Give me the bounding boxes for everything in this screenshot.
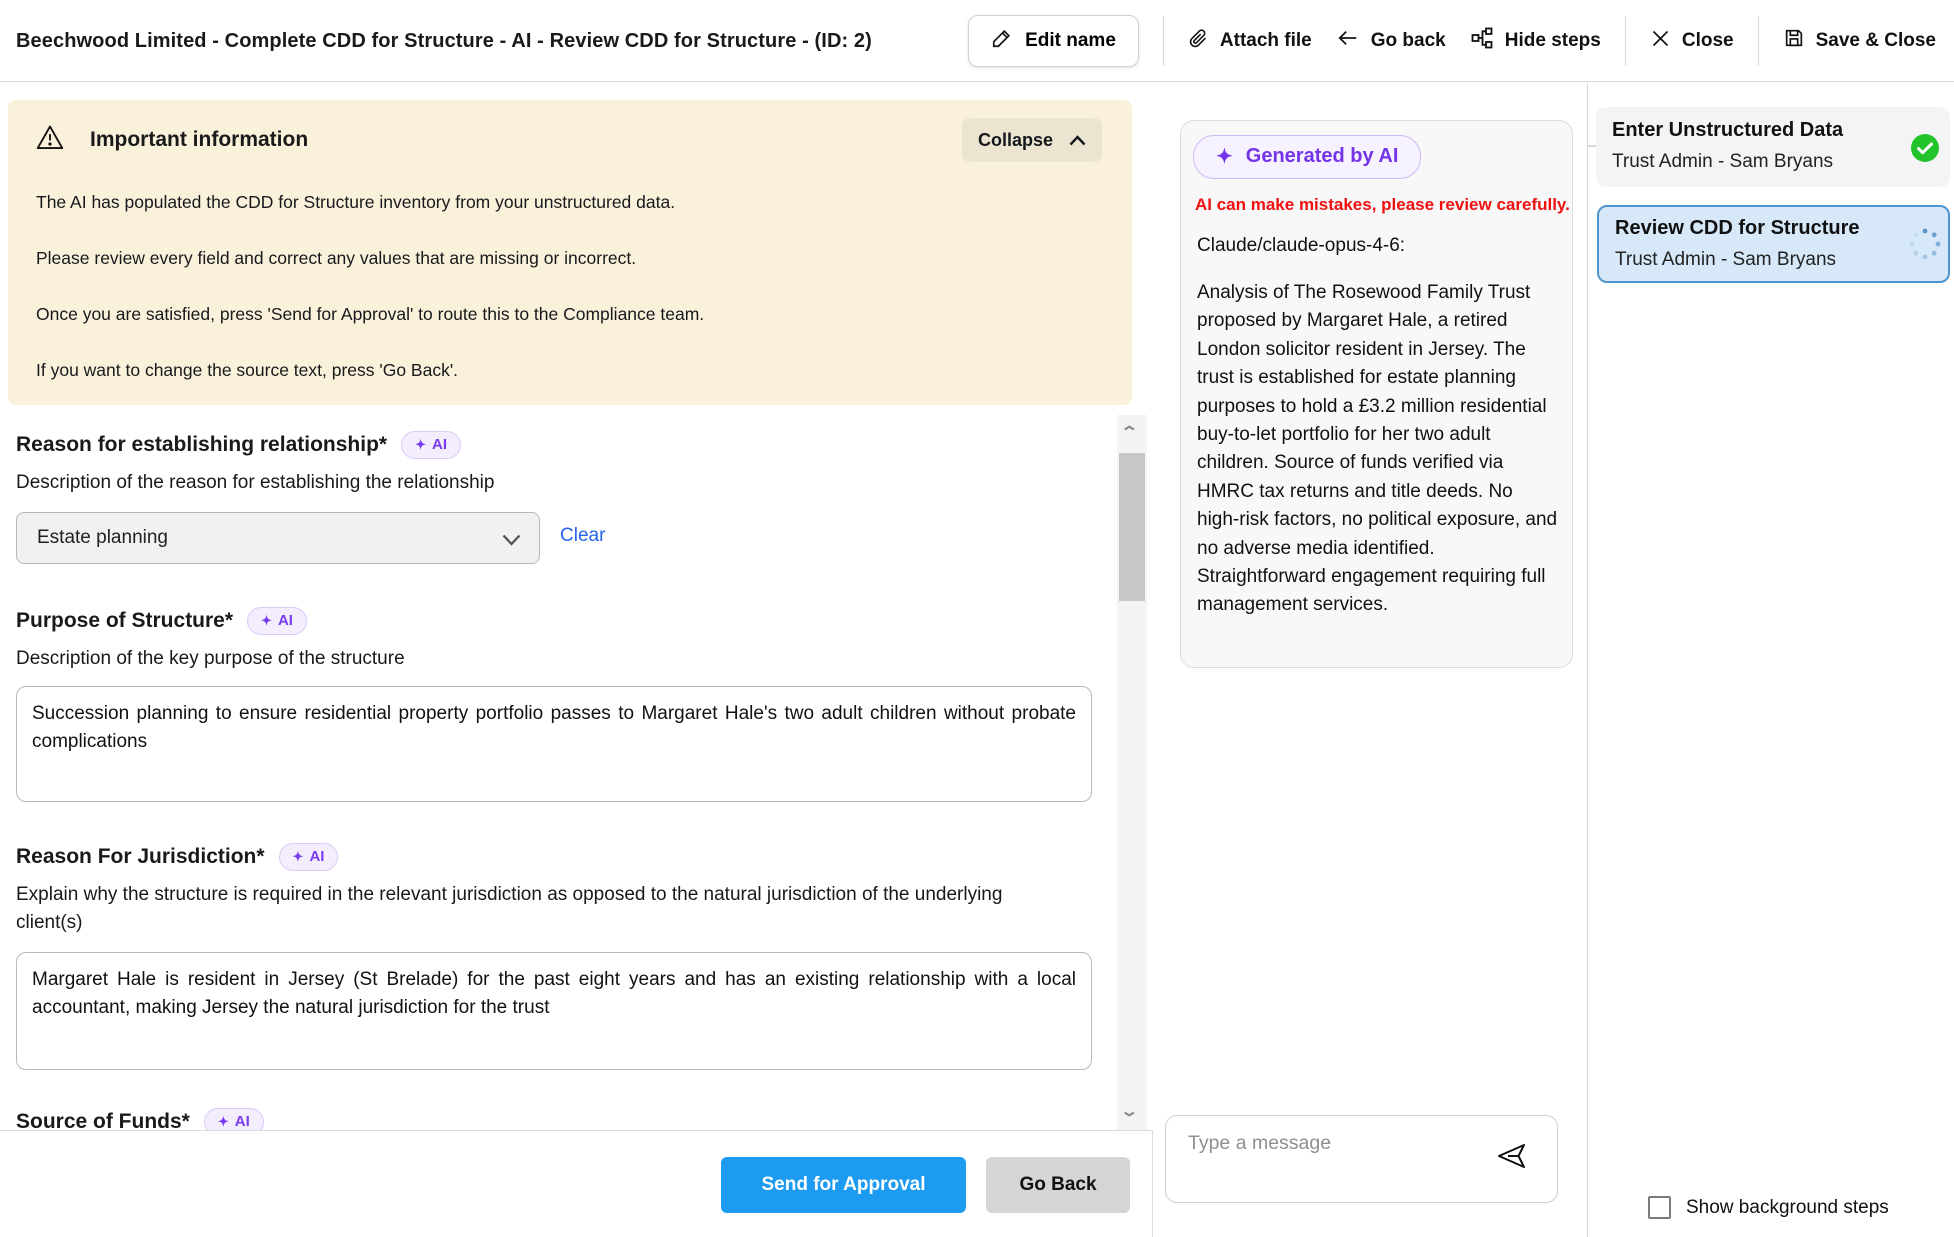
scroll-up-icon[interactable]: ⌃: [1119, 424, 1139, 441]
check-circle-icon: [1910, 133, 1940, 163]
go-back-form-button[interactable]: Go Back: [986, 1157, 1130, 1213]
form-scrollbar[interactable]: [1117, 415, 1147, 1130]
hide-steps-button[interactable]: Hide steps: [1470, 26, 1601, 56]
sparkle-icon: ✦: [415, 436, 426, 452]
step-enter-unstructured-data[interactable]: [1596, 107, 1950, 187]
reason-for-relationship-select[interactable]: Estate planning: [16, 512, 540, 564]
banner-text-line: Once you are satisfied, press 'Send for Approval' to route this to the Compliance team.: [36, 304, 705, 324]
field-description: Explain why the structure is required in the relevant jurisdiction as opposed to the natural jurisdiction of the underlying client(s): [16, 884, 1003, 933]
ai-badge: ✦ AI: [247, 607, 307, 635]
banner-title: Important information: [90, 127, 309, 151]
top-bar: [0, 0, 1954, 82]
field-label-purpose-of-structure: Purpose of Structure* ✦ AI: [16, 607, 307, 635]
step-assignee: Trust Admin - Sam Bryans: [1615, 249, 1837, 270]
scroll-down-icon[interactable]: ⌄: [1119, 1103, 1139, 1120]
field-label-reason-for-jurisdiction: Reason For Jurisdiction* ✦ AI: [16, 843, 338, 871]
step-connector-line: [1587, 145, 1596, 147]
ai-badge: ✦ AI: [204, 1108, 264, 1130]
important-information-banner: [8, 100, 1132, 405]
purpose-of-structure-textarea[interactable]: Succession planning to ensure residential property portfolio passes to Margaret Hale's two adult children without probate complications: [16, 686, 1092, 802]
top-bar-actions: [968, 0, 1936, 82]
show-background-steps-toggle[interactable]: [1648, 1196, 1889, 1219]
step-review-cdd-for-structure[interactable]: [1597, 205, 1950, 283]
workflow-steps-icon: [1470, 26, 1494, 56]
field-description: Description of the key purpose of the structure: [16, 648, 405, 669]
warning-icon: [36, 124, 64, 155]
banner-text-line: If you want to change the source text, press 'Go Back'.: [36, 360, 459, 380]
edit-name-button[interactable]: Edit name: [968, 15, 1139, 67]
reason-for-jurisdiction-textarea[interactable]: Margaret Hale is resident in Jersey (St Brelade) for the past eight years and has an existing relationship with a local accountant, making Jersey the natural jurisdiction for the trust: [16, 952, 1092, 1070]
clear-link[interactable]: Clear: [560, 525, 606, 546]
page-title: Beechwood Limited - Complete CDD for Structure - AI - Review CDD for Structure - (ID: 2): [16, 29, 872, 52]
save-and-close-button[interactable]: Save & Close: [1783, 27, 1936, 55]
panel-divider: [1587, 83, 1588, 1237]
send-icon: [1493, 1162, 1529, 1177]
chevron-down-icon: [502, 530, 521, 552]
spinner-icon: [1908, 227, 1938, 257]
banner-text-line: The AI has populated the CDD for Structure inventory from your unstructured data.: [36, 192, 676, 212]
collapse-button[interactable]: Collapse: [962, 118, 1102, 162]
toolbar-divider: [1163, 16, 1164, 66]
step-title: Review CDD for Structure: [1615, 217, 1860, 239]
pencil-icon: [991, 27, 1013, 55]
chat-input-container: [1165, 1115, 1558, 1203]
go-back-button[interactable]: Go back: [1336, 27, 1446, 55]
sparkle-icon: ✦: [1216, 146, 1233, 168]
toolbar-divider: [1625, 16, 1626, 66]
background-steps-label: Show background steps: [1686, 1196, 1889, 1218]
field-description: Description of the reason for establishing the relationship: [16, 472, 495, 493]
close-icon: [1650, 28, 1671, 55]
ai-analysis-text: Analysis of The Rosewood Family Trust proposed by Margaret Hale, a retired London solicitor resident in Jersey. The trust is established for estate planning purposes to hold a £3.2 million residential buy-to-let portfolio for her two adult children. Source of funds verified via HMRC tax returns and title deeds. No high-risk factors, no political exposure, and no adverse media identified. Straightforward engagement requiring full management services.: [1197, 282, 1558, 616]
ai-badge: ✦ AI: [401, 431, 461, 459]
toolbar-divider: [1758, 16, 1759, 66]
ai-warning-text: AI can make mistakes, please review carefully.: [1195, 195, 1570, 214]
chevron-up-icon: [1069, 130, 1086, 151]
step-title: Enter Unstructured Data: [1612, 119, 1844, 141]
form-panel: [0, 83, 1153, 1237]
ai-model-label: Claude/claude-opus-4-6:: [1197, 235, 1406, 256]
arrow-left-icon: [1336, 27, 1360, 55]
ai-badge: ✦ AI: [279, 843, 339, 871]
step-assignee: Trust Admin - Sam Bryans: [1612, 151, 1834, 172]
form-action-bar: [0, 1130, 1153, 1237]
chat-message-input[interactable]: [1188, 1132, 1468, 1188]
paperclip-icon: [1188, 27, 1209, 56]
background-steps-checkbox[interactable]: [1648, 1196, 1671, 1219]
generated-by-ai-badge: ✦ Generated by AI: [1193, 135, 1421, 179]
field-label-source-of-funds: Source of Funds* ✦ AI: [16, 1108, 264, 1130]
sparkle-icon: ✦: [217, 1113, 229, 1129]
sparkle-icon: ✦: [292, 848, 304, 864]
ai-message-bubble: [1180, 120, 1573, 668]
send-for-approval-button[interactable]: Send for Approval: [721, 1157, 966, 1213]
attach-file-button[interactable]: Attach file: [1188, 27, 1312, 56]
sparkle-icon: ✦: [261, 612, 272, 628]
field-label-reason-for-relationship: Reason for establishing relationship* ✦ AI: [16, 431, 461, 459]
form-scroll-area[interactable]: [0, 415, 1117, 1130]
send-message-button[interactable]: [1493, 1138, 1529, 1174]
banner-text-line: Please review every field and correct any values that are missing or incorrect.: [36, 248, 637, 268]
close-button[interactable]: Close: [1650, 28, 1734, 55]
save-icon: [1783, 27, 1805, 55]
scrollbar-thumb[interactable]: [1119, 453, 1145, 601]
